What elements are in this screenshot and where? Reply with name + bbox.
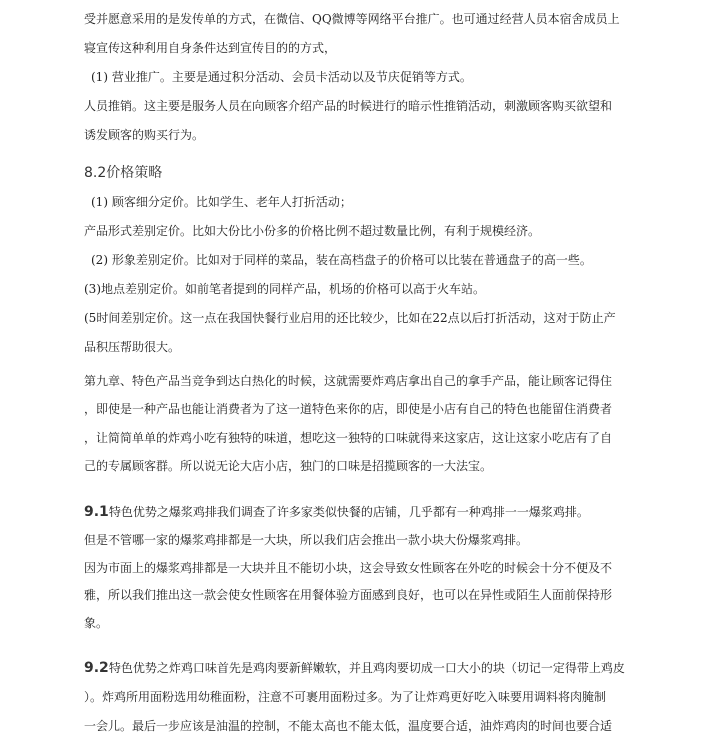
- text-line: ，即使是一种产品也能让消费者为了这一道特色来你的店，即使是小店有自己的特色也能留住消费者: [84, 402, 613, 416]
- chapter-9-paragraph: 第九章、特色产品当竞争到达白热化的时候，这就需要炸鸡店拿出自己的拿手产品，能让顾客记得住: [84, 374, 613, 388]
- text-line: ）。炸鸡所用面粉选用幼稚面粉，注意不可裹用面粉过多。为了让炸鸡更好吃入味要用调料将肉腌制: [84, 690, 607, 704]
- text-line: 受并愿意采用的是发传单的方式，在微信、QQ微博等网络平台推广。也可通过经营人员本宿舍成员上: [84, 12, 620, 26]
- section-heading-8-2: 8.2价格策略: [84, 165, 163, 181]
- section-number: 9.1: [84, 504, 109, 520]
- text-line: 因为市面上的爆浆鸡排都是一大块并且不能切小块，这会导致女性顾客在外吃的时候会十分不便及不: [84, 561, 613, 575]
- text-line: 己的专属顾客群。所以说无论大店小店，独门的口味是招揽顾客的一大法宝。: [84, 459, 493, 473]
- list-item: (1) 营业推广。主要是通过积分活动、会员卡活动以及节庆促销等方式。: [91, 70, 472, 84]
- text-line: 产品形式差别定价。比如大份比小份多的价格比例不超过数量比例，有利于规模经济。: [84, 224, 541, 238]
- list-item: (3)地点差别定价。如前笔者提到的同样产品，机场的价格可以高于火车站。: [84, 282, 486, 296]
- section-text: 特色优势之炸鸡口味首先是鸡肉要新鲜嫩软，并且鸡肉要切成一口大小的块（切记一定得带上鸡皮: [108, 661, 625, 675]
- list-item: (2) 形象差别定价。比如对于同样的菜品，装在高档盘子的价格可以比装在普通盘子的高一些。: [91, 253, 592, 267]
- list-item: (5时间差别定价。这一点在我国快餐行业启用的还比较少，比如在22点以后打折活动，这对于防止产: [84, 311, 616, 325]
- text-line: ，让简简单单的炸鸡小吃有独特的味道，想吃这一独特的口味就得来这家店，这让这家小吃店有了自: [84, 431, 613, 445]
- text-line: 寝宣传这种利用自身条件达到宣传目的的方式，: [84, 41, 337, 55]
- text-line: 雅，所以我们推出这一款会使女性顾客在用餐体验方面感到良好，也可以在异性或陌生人面前保持形: [84, 588, 613, 602]
- section-heading-9-1: [84, 504, 589, 520]
- text-line: 品积压帮助很大。: [84, 340, 181, 354]
- text-line: 人员推销。这主要是服务人员在向顾客介绍产品的时候进行的暗示性推销活动，刺激顾客购买欲望和: [84, 99, 613, 113]
- section-number: 9.2: [84, 660, 109, 676]
- text-line: 象。: [84, 616, 109, 630]
- list-item: (1) 顾客细分定价。比如学生、老年人打折活动；: [91, 195, 352, 209]
- section-text: 特色优势之爆浆鸡排我们调查了许多家类似快餐的店铺，几乎都有一种鸡排一一爆浆鸡排。: [108, 505, 589, 519]
- section-heading-9-2: [84, 660, 625, 676]
- text-line: 但是不管哪一家的爆浆鸡排都是一大块，所以我们店会推出一款小块大份爆浆鸡排。: [84, 533, 529, 547]
- text-line: 诱发顾客的购买行为。: [84, 128, 205, 142]
- text-line: 一会儿。最后一步应该是油温的控制，不能太高也不能太低，温度要合适，油炸鸡肉的时间也要合适: [84, 719, 613, 733]
